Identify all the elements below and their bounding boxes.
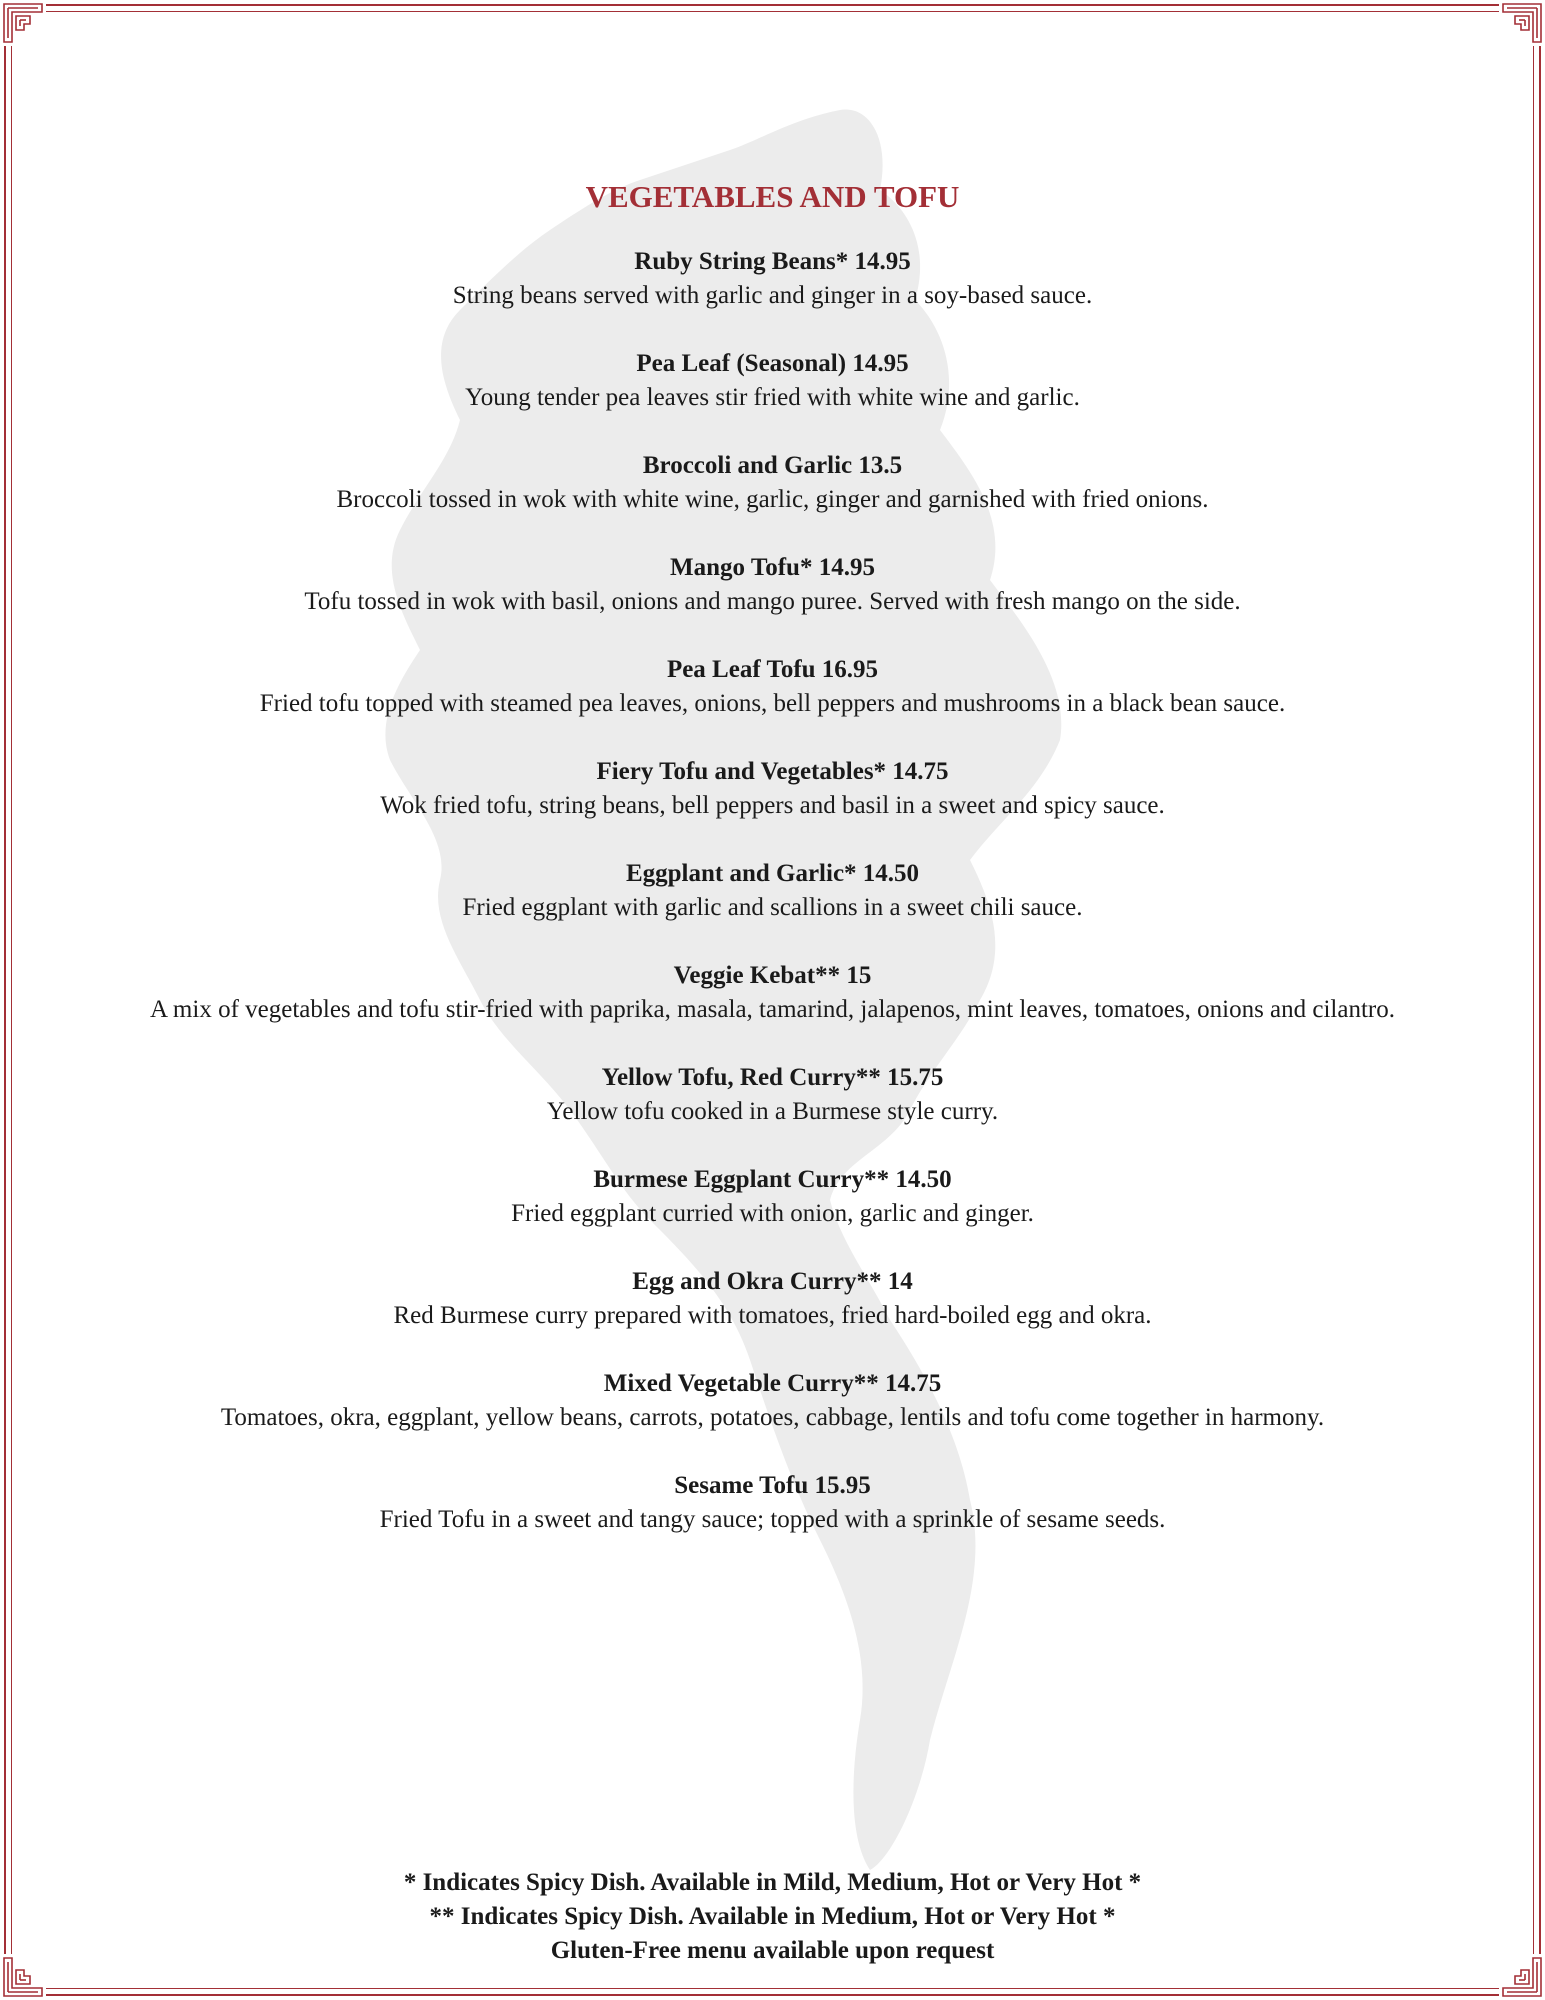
menu-item-name: Yellow Tofu, Red Curry** 15.75 [601,1064,944,1092]
menu-item [40,347,1505,415]
menu-item-description: Red Burmese curry prepared with tomatoes, fried hard-boiled egg and okra. [393,1302,1152,1330]
menu-item [40,449,1505,517]
menu-item-name: Broccoli and Garlic 13.5 [642,452,903,480]
menu-item-name: Pea Leaf Tofu 16.95 [666,656,879,684]
menu-item-description: Fried eggplant curried with onion, garlic and ginger. [511,1200,1034,1228]
menu-item-name: Egg and Okra Curry** 14 [632,1268,913,1296]
corner-ornament-icon [1499,0,1545,46]
corner-ornament-icon [1499,1954,1545,2000]
footer-spicy-note: * Indicates Spicy Dish. Available in Mild, Medium, Hot or Very Hot * [403,1869,1142,1896]
menu-item [40,1367,1505,1435]
menu-item [40,653,1505,721]
menu-item-name: Pea Leaf (Seasonal) 14.95 [636,350,909,378]
menu-item-name: Mango Tofu* 14.95 [670,554,875,582]
menu-item-description: Wok fried tofu, string beans, bell peppers and basil in a sweet and spicy sauce. [380,792,1165,820]
corner-ornament-icon [0,0,46,46]
menu-item-description: Young tender pea leaves stir fried with white wine and garlic. [465,384,1080,412]
section-title: VEGETABLES AND TOFU [585,179,960,214]
menu-item [40,551,1505,619]
menu-footer [40,1866,1505,1968]
menu-item-description: Fried tofu topped with steamed pea leaves, onions, bell peppers and mushrooms in a black bean sauce. [259,690,1286,718]
menu-item [40,755,1505,823]
menu-item-name: Eggplant and Garlic* 14.50 [625,860,920,888]
footer-gluten-free-note: Gluten-Free menu available upon request [550,1937,995,1964]
menu-item-description: Yellow tofu cooked in a Burmese style curry. [546,1098,999,1126]
menu-item-name: Sesame Tofu 15.95 [674,1472,871,1500]
menu-item [40,245,1505,313]
menu-item [40,1469,1505,1537]
menu-item-name: Veggie Kebat** 15 [673,962,872,990]
menu-item [40,1061,1505,1129]
menu-content [40,178,1505,1571]
menu-item-name: Mixed Vegetable Curry** 14.75 [603,1370,942,1398]
menu-item-description: String beans served with garlic and ginger in a soy-based sauce. [452,282,1093,310]
menu-item-description: Fried eggplant with garlic and scallions in a sweet chili sauce. [462,894,1083,922]
menu-item-description: Broccoli tossed in wok with white wine, garlic, ginger and garnished with fried onions. [336,486,1209,514]
menu-item [40,1265,1505,1333]
menu-item [40,857,1505,925]
menu-item-description: Tofu tossed in wok with basil, onions and mango puree. Served with fresh mango on the side. [304,588,1241,616]
menu-item-description: A mix of vegetables and tofu stir-fried with paprika, masala, tamarind, jalapenos, mint leaves, tomatoes, onions and cilantro. [150,996,1395,1024]
menu-item-name: Ruby String Beans* 14.95 [634,248,911,276]
menu-item-description: Fried Tofu in a sweet and tangy sauce; topped with a sprinkle of sesame seeds. [379,1506,1166,1534]
menu-item-description: Tomatoes, okra, eggplant, yellow beans, carrots, potatoes, cabbage, lentils and tofu come together in harmony. [220,1404,1325,1432]
menu-item [40,959,1505,1027]
menu-item-name: Burmese Eggplant Curry** 14.50 [593,1166,952,1194]
menu-item [40,1163,1505,1231]
footer-extra-spicy-note: ** Indicates Spicy Dish. Available in Medium, Hot or Very Hot * [429,1903,1116,1930]
menu-item-name: Fiery Tofu and Vegetables* 14.75 [596,758,949,786]
